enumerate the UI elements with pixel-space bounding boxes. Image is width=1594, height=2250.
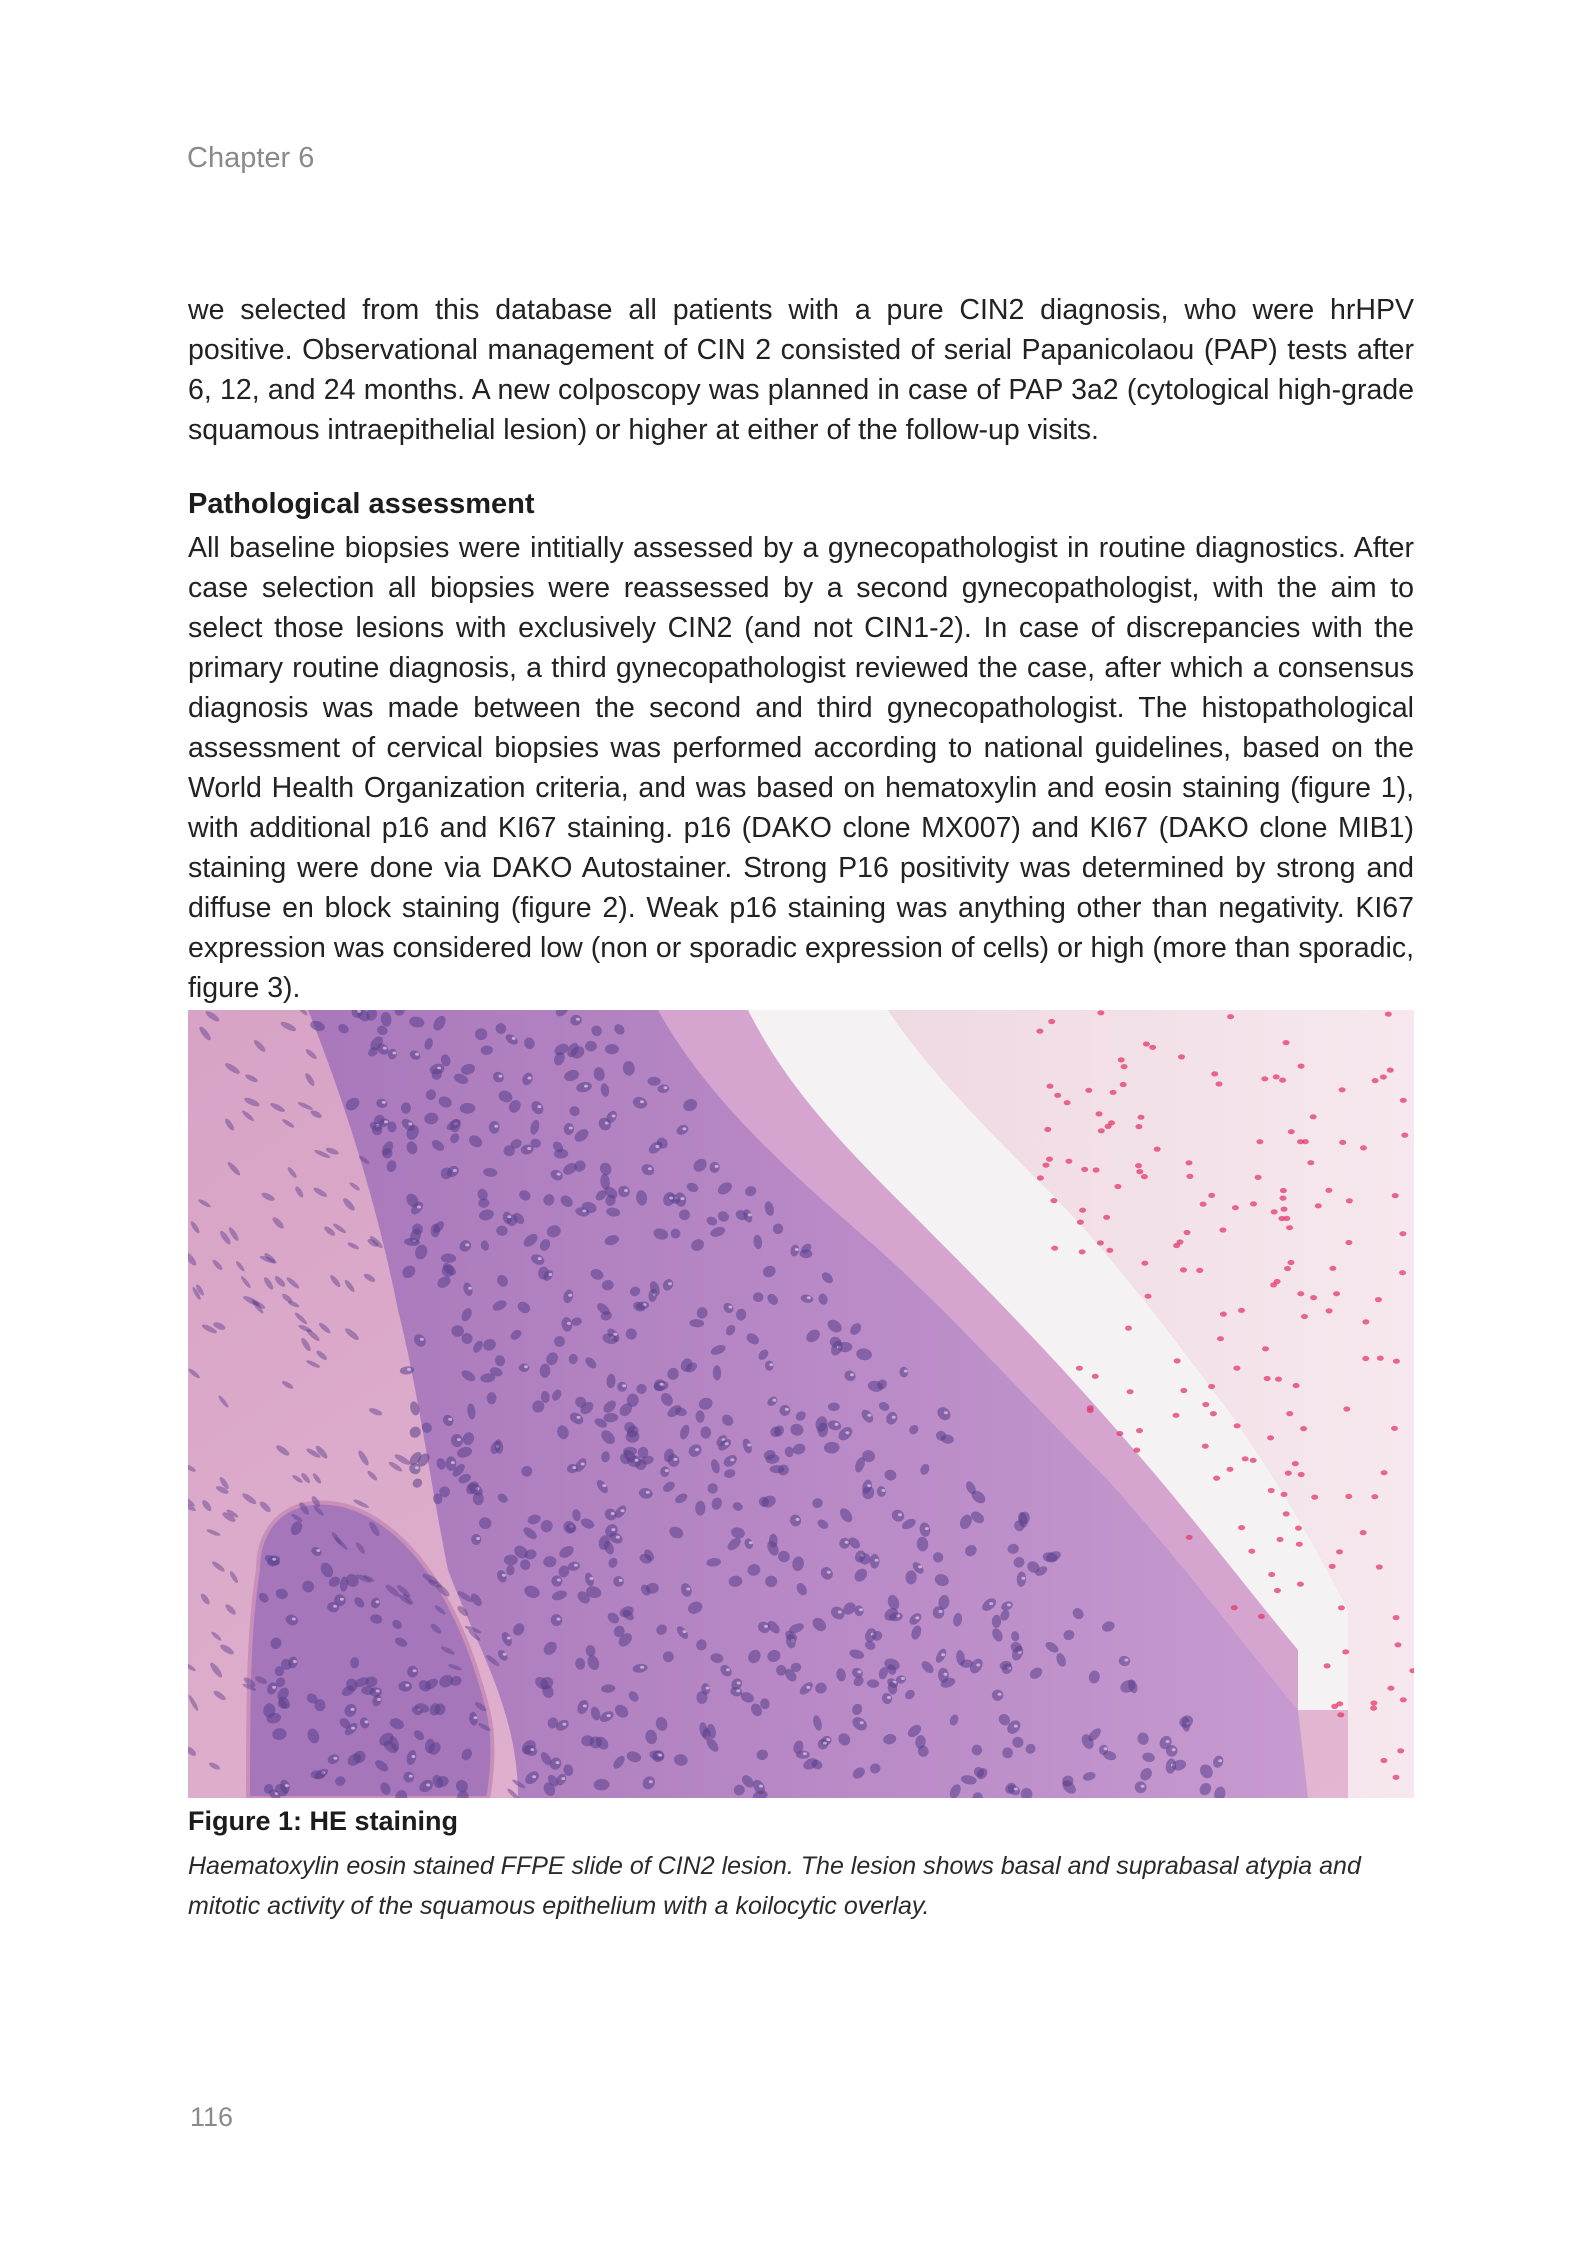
section-heading: Pathological assessment	[188, 488, 535, 520]
body-paragraph-2: All baseline biopsies were intitially assessed by a gynecopathologist in routine diagnostics. After case selection all biopsies were reassessed by a second gynecopathologist, with the aim to select those lesions with exclusively CIN2 (and not CIN1-2). In case of discrepancies with the primary routine diagnosis, a third gynecopathologist reviewed the case, after which a consensus diagnosis was made between the second and third gynecopathologist. The histopathological assessment of cervical biopsies was performed according to national guidelines, based on the World Health Organization criteria, and was based on hematoxylin and eosin staining (figure 1), with additional p16 and KI67 staining. p16 (DAKO clone MX007) and KI67 (DAKO clone MIB1) staining were done via DAKO Autostainer. Strong P16 positivity was determined by strong and diffuse en block staining (figure 2). Weak p16 staining was anything other than negativity. KI67 expression was considered low (non or sporadic expression of cells) or high (more than sporadic, figure 3).	[188, 532, 1414, 1004]
he-stained-tissue-image	[188, 1010, 1414, 1798]
running-head: Chapter 6	[187, 142, 315, 174]
figure-label: Figure 1: HE staining	[188, 1806, 459, 1836]
figure-caption: Haematoxylin eosin stained FFPE slide of CIN2 lesion. The lesion shows basal and suprabasal atypia and mitotic activity of the squamous epithelium with a koilocytic overlay.	[188, 1852, 1361, 1920]
figure-1-micrograph	[188, 1010, 1414, 1798]
page-number: 116	[190, 2102, 234, 2132]
body-paragraph-1: we selected from this database all patients with a pure CIN2 diagnosis, who were hrHPV positive. Observational management of CIN 2 consisted of serial Papanicolaou (PAP) tests after 6, 12, and 24 months. A new colposcopy was planned in case of PAP 3a2 (cytological high-grade squamous intraepithelial lesion) or higher at either of the follow-up visits.	[188, 294, 1414, 446]
